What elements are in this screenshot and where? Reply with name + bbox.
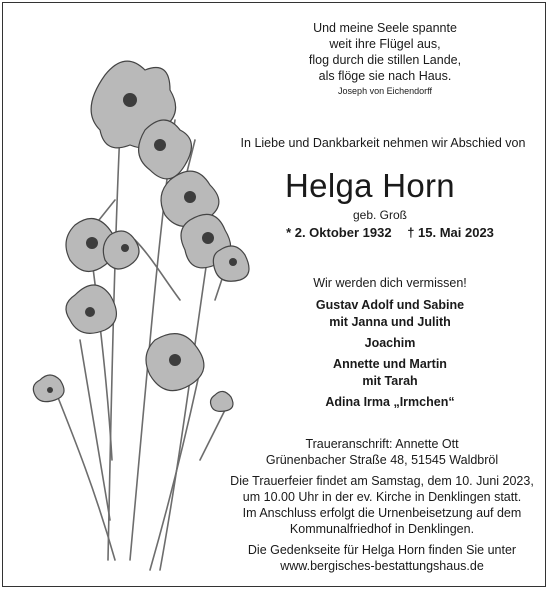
mourner-line: Annette und Martin [333,357,447,371]
poem-author: Joseph von Eichendorff [338,86,432,96]
memorial-url[interactable]: www.bergisches-bestattungshaus.de [280,559,484,573]
mourner-line: Adina Irma „Irmchen“ [325,395,455,409]
mourner-line: Gustav Adolf und Sabine [315,298,465,312]
death-date: † 15. Mai 2023 [407,225,494,240]
ceremony-line: Kommunalfriedhof in Denklingen. [289,522,475,536]
deceased-name: Helga Horn [285,167,455,204]
ceremony-line: Die Trauerfeier findet am Samstag, dem 10. Juni 2023, [230,474,534,488]
miss-text: Wir werden dich vermissen! [313,276,467,290]
poem-line: flog durch die stillen Lande, [308,53,462,67]
address-line: Traueranschrift: Annette Ott [305,437,459,451]
poem-line: weit ihre Flügel aus, [329,37,441,51]
mourner-line: mit Tarah [362,374,418,388]
mourner-line: Joachim [364,336,416,350]
ceremony-line: Im Anschluss erfolgt die Urnenbeisetzung auf dem [242,506,522,520]
maiden-name: geb. Groß [352,208,408,222]
ceremony-line: um 10.00 Uhr in der ev. Kirche in Denklingen statt. [242,490,522,504]
address-block [218,436,546,468]
birth-date: * 2. Oktober 1932 [286,225,392,240]
farewell-text: In Liebe und Dankbarkeit nehmen wir Abschied von [240,136,526,150]
address-line: Grünenbacher Straße 48, 51545 Waldbröl [265,453,499,467]
memorial-block [218,542,546,574]
life-dates [270,225,510,240]
mourner-line: mit Janna und Julith [329,315,451,329]
poem-line: Und meine Seele spannte [313,21,457,35]
poem [300,20,470,84]
memorial-text: Die Gedenkseite für Helga Horn finden Sie unter [247,543,517,557]
ceremony-block [218,473,546,537]
poem-line: als flöge sie nach Haus. [318,69,452,83]
